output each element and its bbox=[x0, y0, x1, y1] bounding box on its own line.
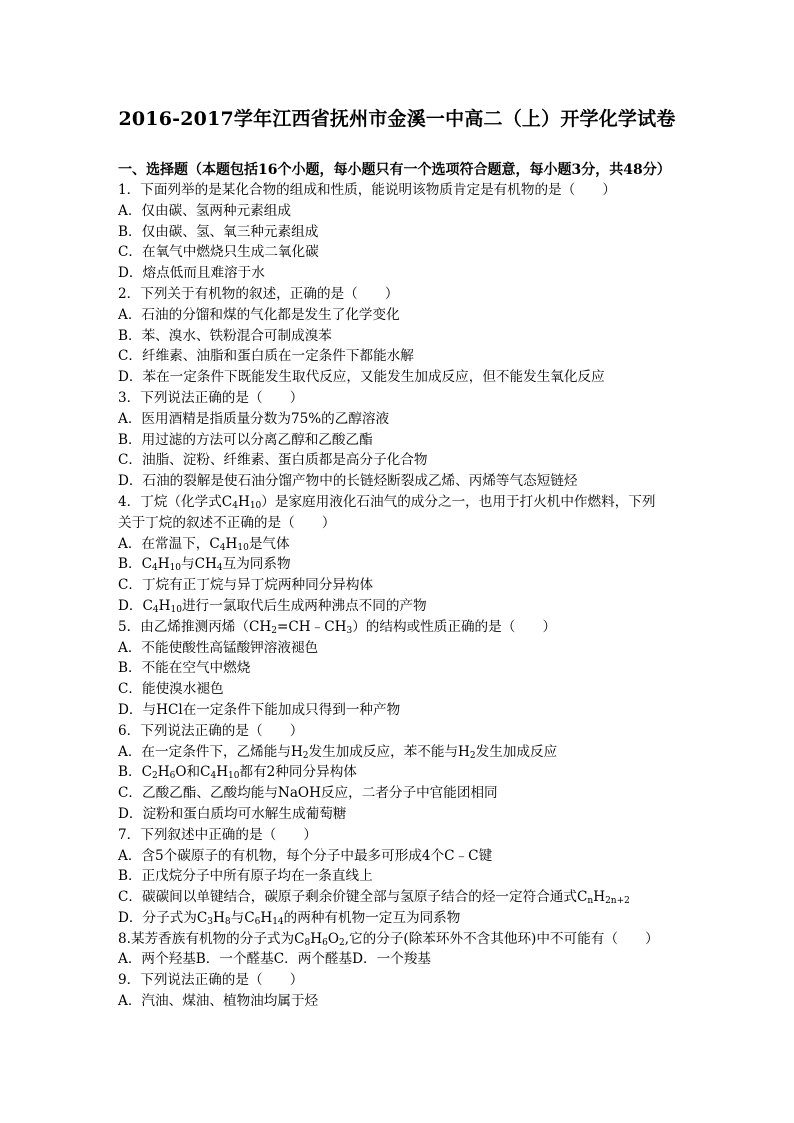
question-line: C．油脂、淀粉、纤维素、蛋白质都是高分子化合物 bbox=[118, 452, 428, 469]
section-header: 一、选择题（本题包括16个小题，每小题只有一个选项符合题意，每小题3分，共48分） bbox=[118, 162, 671, 178]
question-line: A．医用酒精是指质量分数为75%的乙醇溶液 bbox=[118, 410, 390, 427]
question-line: 6．下列说法正确的是（ ） bbox=[118, 722, 304, 739]
question-line: A．不能使酸性高锰酸钾溶液褪色 bbox=[118, 639, 319, 656]
question-line: D．淀粉和蛋白质均可水解生成葡萄糖 bbox=[118, 805, 347, 822]
question-line: C．碳碳间以单键结合，碳原子剩余价键全部与氢原子结合的烃一定符合通式$C_nH_{2n+2}$ bbox=[118, 889, 630, 907]
question-line: D．与HCl在一定条件下能加成只得到一种产物 bbox=[118, 701, 401, 718]
page-title: 2016-2017学年江西省抚州市金溪一中高二（上）开学化学试卷 bbox=[118, 108, 676, 130]
question-line: A．在常温下，$C_4H_{10}$是气体 bbox=[118, 535, 290, 553]
question-line: B．用过滤的方法可以分离乙醇和乙酸乙酯 bbox=[118, 431, 373, 448]
question-line: B．$C_2H_6O$和$C_4H_{10}$都有2种同分异构体 bbox=[118, 764, 357, 782]
question-line: B．$C_4H_{10}$与$CH_4$互为同系物 bbox=[118, 556, 291, 574]
question-line: 8.某芳香族有机物的分子式为$C_8H_6O_2$,它的分子(除苯环外不含其他环)中不可能有（ ） bbox=[118, 930, 659, 948]
question-line: A．在一定条件下，乙烯能与$H_2$发生加成反应，苯不能与$H_2$发生加成反应 bbox=[118, 743, 558, 761]
question-line: D．石油的裂解是使石油分馏产物中的长链烃断裂成乙烯、丙烯等气态短链烃 bbox=[118, 473, 578, 490]
question-list bbox=[118, 180, 718, 1012]
question-line: 7．下列叙述中正确的是（ ） bbox=[118, 826, 317, 843]
question-line: B．苯、溴水、铁粉混合可制成溴苯 bbox=[118, 327, 332, 344]
question-line: D．熔点低而且难溶于水 bbox=[118, 265, 265, 282]
question-line: C．乙酸乙酯、乙酸均能与NaOH反应，二者分子中官能团相同 bbox=[118, 785, 498, 802]
question-line: A．两个羟基B．一个醛基C．两个醛基D．一个羧基 bbox=[118, 951, 431, 968]
question-line: D．苯在一定条件下既能发生取代反应，又能发生加成反应，但不能发生氧化反应 bbox=[118, 369, 605, 386]
question-line: 5．由乙烯推测丙烯$(CH_2=CH﹣CH_3)$的结构或性质正确的是（ ） bbox=[118, 618, 557, 636]
question-line: 1．下面列举的是某化合物的组成和性质，能说明该物质肯定是有机物的是（ ） bbox=[118, 182, 617, 198]
question-line: C．在氧气中燃烧只生成二氧化碳 bbox=[118, 244, 319, 261]
question-line: 4．丁烷（化学式$C_4H_{10}$）是家庭用液化石油气的成分之一，也用于打火机中作燃料，下列 bbox=[118, 493, 656, 511]
question-line: D．分子式为$C_3H_8$与$C_6H_{14}$的两种有机物一定互为同系物 bbox=[118, 909, 461, 927]
question-line: 9．下列说法正确的是（ ） bbox=[118, 972, 304, 989]
question-line: A．石油的分馏和煤的气化都是发生了化学变化 bbox=[118, 306, 400, 323]
question-line: B．仅由碳、氢、氧三种元素组成 bbox=[118, 223, 319, 240]
question-line: 关于丁烷的叙述不正确的是（ ） bbox=[118, 514, 336, 531]
question-line: B．正戊烷分子中所有原子均在一条直线上 bbox=[118, 868, 373, 885]
question-line: A．汽油、煤油、植物油均属于烃 bbox=[118, 993, 319, 1010]
question-line: C．丁烷有正丁烷与异丁烷两种同分异构体 bbox=[118, 577, 374, 594]
question-line: D．$C_4H_{10}$进行一氯取代后生成两种沸点不同的产物 bbox=[118, 597, 427, 615]
question-line: C．能使溴水褪色 bbox=[118, 681, 224, 698]
question-line: A．仅由碳、氢两种元素组成 bbox=[118, 202, 291, 219]
question-line: C．纤维素、油脂和蛋白质在一定条件下都能水解 bbox=[118, 348, 414, 365]
question-line: B．不能在空气中燃烧 bbox=[118, 660, 251, 677]
question-line: A．含5个碳原子的有机物，每个分子中最多可形成4个C﹣C键 bbox=[118, 847, 493, 864]
question-line: 3．下列说法正确的是（ ） bbox=[118, 389, 304, 406]
question-line: 2．下列关于有机物的叙述，正确的是（ ） bbox=[118, 285, 399, 302]
